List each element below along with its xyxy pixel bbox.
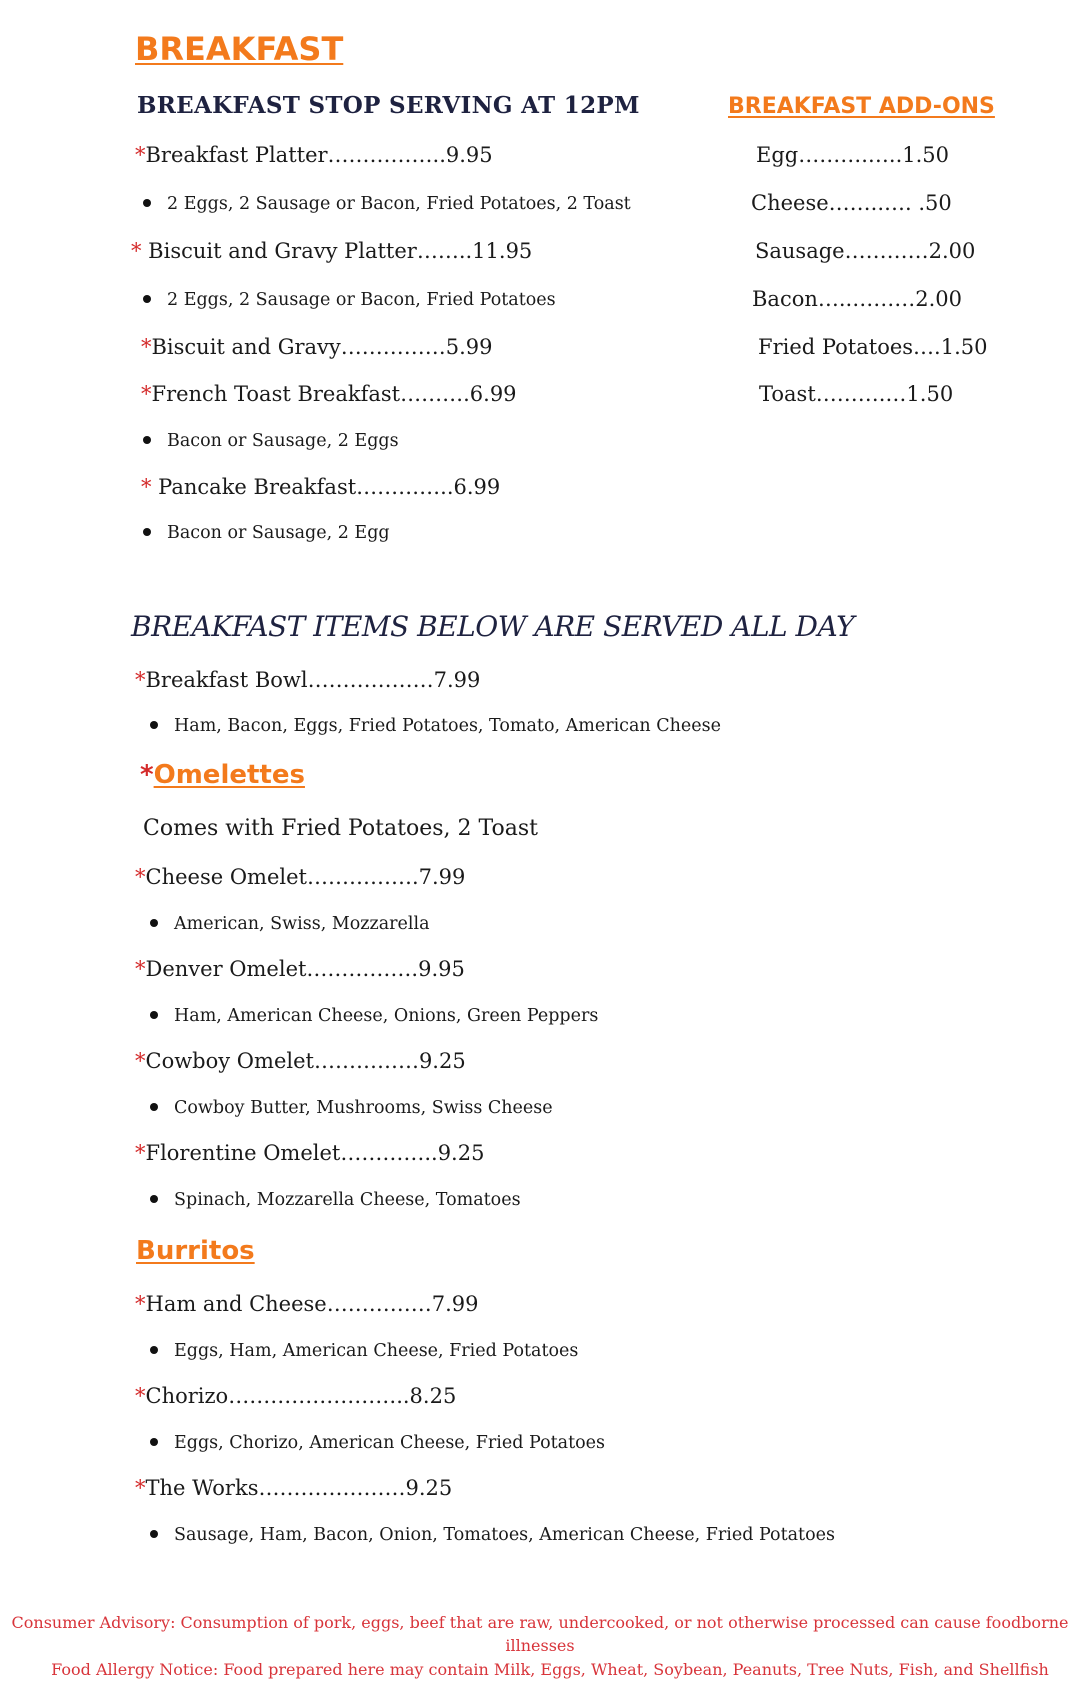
item-description: [150, 1341, 578, 1361]
item-label: Denver Omelet…………….9.95: [145, 957, 465, 981]
description-text: 2 Eggs, 2 Sausage or Bacon, Fried Potatoes: [167, 290, 556, 310]
item-label: Breakfast Bowl………………7.99: [145, 668, 481, 692]
menu-item: [141, 382, 517, 406]
bullet-icon: [143, 436, 151, 444]
bullet-icon: [150, 1530, 158, 1538]
required-star: *: [135, 865, 146, 889]
item-label: French Toast Breakfast……….6.99: [151, 382, 517, 406]
menu-item: [135, 865, 465, 889]
required-star: *: [135, 1141, 146, 1165]
consumer-advisory-line2: illnesses: [505, 1636, 575, 1655]
bullet-icon: [150, 1103, 158, 1111]
addon-item: Bacon…..………2.00: [752, 287, 962, 311]
addon-item: Fried Potatoes….1.50: [758, 335, 988, 359]
bullet-icon: [150, 1011, 158, 1019]
menu-item: [135, 668, 480, 692]
required-star: *: [135, 1049, 146, 1073]
menu-item: [141, 475, 500, 499]
required-star: *: [140, 760, 154, 790]
required-star: *: [135, 1476, 146, 1500]
description-text: Ham, Bacon, Eggs, Fried Potatoes, Tomato, American Cheese: [174, 716, 721, 736]
required-star: *: [141, 382, 152, 406]
consumer-advisory-line1: Consumer Advisory: Consumption of pork, eggs, beef that are raw, undercooked, or not otherwise processed can cause foodborne: [11, 1613, 1069, 1632]
item-label: The Works…………………9.25: [145, 1476, 453, 1500]
item-description: [150, 716, 721, 736]
section-title: BREAKFAST: [135, 30, 344, 68]
item-description: [143, 523, 390, 543]
menu-item: [135, 1049, 466, 1073]
addons-title: BREAKFAST ADD-ONS: [728, 94, 995, 119]
item-label: Ham and Cheese……………7.99: [145, 1292, 479, 1316]
required-star: *: [131, 239, 142, 263]
item-label: Cowboy Omelet……………9.25: [145, 1049, 466, 1073]
description-text: Bacon or Sausage, 2 Eggs: [167, 431, 399, 451]
description-text: Bacon or Sausage, 2 Egg: [167, 523, 390, 543]
menu-item: [135, 1292, 479, 1316]
menu-item: [131, 239, 532, 263]
bullet-icon: [143, 199, 151, 207]
menu-item: [135, 957, 465, 981]
bullet-icon: [150, 919, 158, 927]
food-allergy-notice: Food Allergy Notice: Food prepared here may contain Milk, Eggs, Wheat, Soybean, Peanuts, Tree Nuts, Fish, and Shellfish: [51, 1660, 1049, 1679]
item-label: Pancake Breakfast…………..6.99: [151, 475, 501, 499]
item-label: Cheese Omelet…………….7.99: [145, 865, 466, 889]
bullet-icon: [150, 721, 158, 729]
item-description: [150, 1190, 521, 1210]
burritos-heading: Burritos: [136, 1236, 255, 1266]
description-text: 2 Eggs, 2 Sausage or Bacon, Fried Potatoes, 2 Toast: [167, 194, 631, 214]
all-day-heading: BREAKFAST ITEMS BELOW ARE SERVED ALL DAY: [131, 610, 855, 643]
stop-serving-notice: BREAKFAST STOP SERVING AT 12PM: [137, 92, 640, 119]
menu-item: [141, 335, 493, 359]
bullet-icon: [143, 528, 151, 536]
menu-item: [135, 1476, 452, 1500]
item-description: [143, 431, 399, 451]
item-label: Chorizo……………………..8.25: [145, 1384, 457, 1408]
addon-item: Cheese……..…. .50: [751, 191, 952, 215]
description-text: Ham, American Cheese, Onions, Green Peppers: [174, 1006, 599, 1026]
required-star: *: [135, 1384, 146, 1408]
addon-item: Sausage…………2.00: [755, 239, 976, 263]
description-text: American, Swiss, Mozzarella: [174, 914, 430, 934]
item-description: [143, 290, 556, 310]
required-star: *: [135, 143, 146, 167]
menu-item: [135, 1384, 456, 1408]
item-description: [150, 914, 430, 934]
item-description: [150, 1006, 598, 1026]
required-star: *: [135, 668, 146, 692]
addon-item: Toast……….…1.50: [759, 382, 954, 406]
item-label: Florentine Omelet…………..9.25: [145, 1141, 485, 1165]
required-star: *: [135, 957, 146, 981]
bullet-icon: [150, 1195, 158, 1203]
bullet-icon: [150, 1346, 158, 1354]
bullet-icon: [150, 1438, 158, 1446]
item-description: [143, 194, 631, 214]
description-text: Spinach, Mozzarella Cheese, Tomatoes: [174, 1190, 521, 1210]
item-label: Biscuit and Gravy Platter……..11.95: [141, 239, 533, 263]
description-text: Sausage, Ham, Bacon, Onion, Tomatoes, American Cheese, Fried Potatoes: [174, 1525, 835, 1545]
description-text: Eggs, Ham, American Cheese, Fried Potatoes: [174, 1341, 579, 1361]
omelettes-note: Comes with Fried Potatoes, 2 Toast: [143, 816, 538, 841]
menu-item: [135, 143, 493, 167]
omelettes-title: Omelettes: [153, 760, 305, 790]
item-label: Breakfast Platter……………..9.95: [145, 143, 493, 167]
item-description: [150, 1433, 605, 1453]
menu-item: [135, 1141, 484, 1165]
description-text: Eggs, Chorizo, American Cheese, Fried Potatoes: [174, 1433, 605, 1453]
item-description: [150, 1098, 553, 1118]
omelettes-heading: [140, 760, 305, 790]
item-label: Biscuit and Gravy……………5.99: [151, 335, 493, 359]
bullet-icon: [143, 295, 151, 303]
required-star: *: [141, 335, 152, 359]
addon-item: Egg……….…..1.50: [756, 143, 949, 167]
item-description: [150, 1525, 835, 1545]
required-star: *: [135, 1292, 146, 1316]
required-star: *: [141, 475, 152, 499]
description-text: Cowboy Butter, Mushrooms, Swiss Cheese: [174, 1098, 553, 1118]
